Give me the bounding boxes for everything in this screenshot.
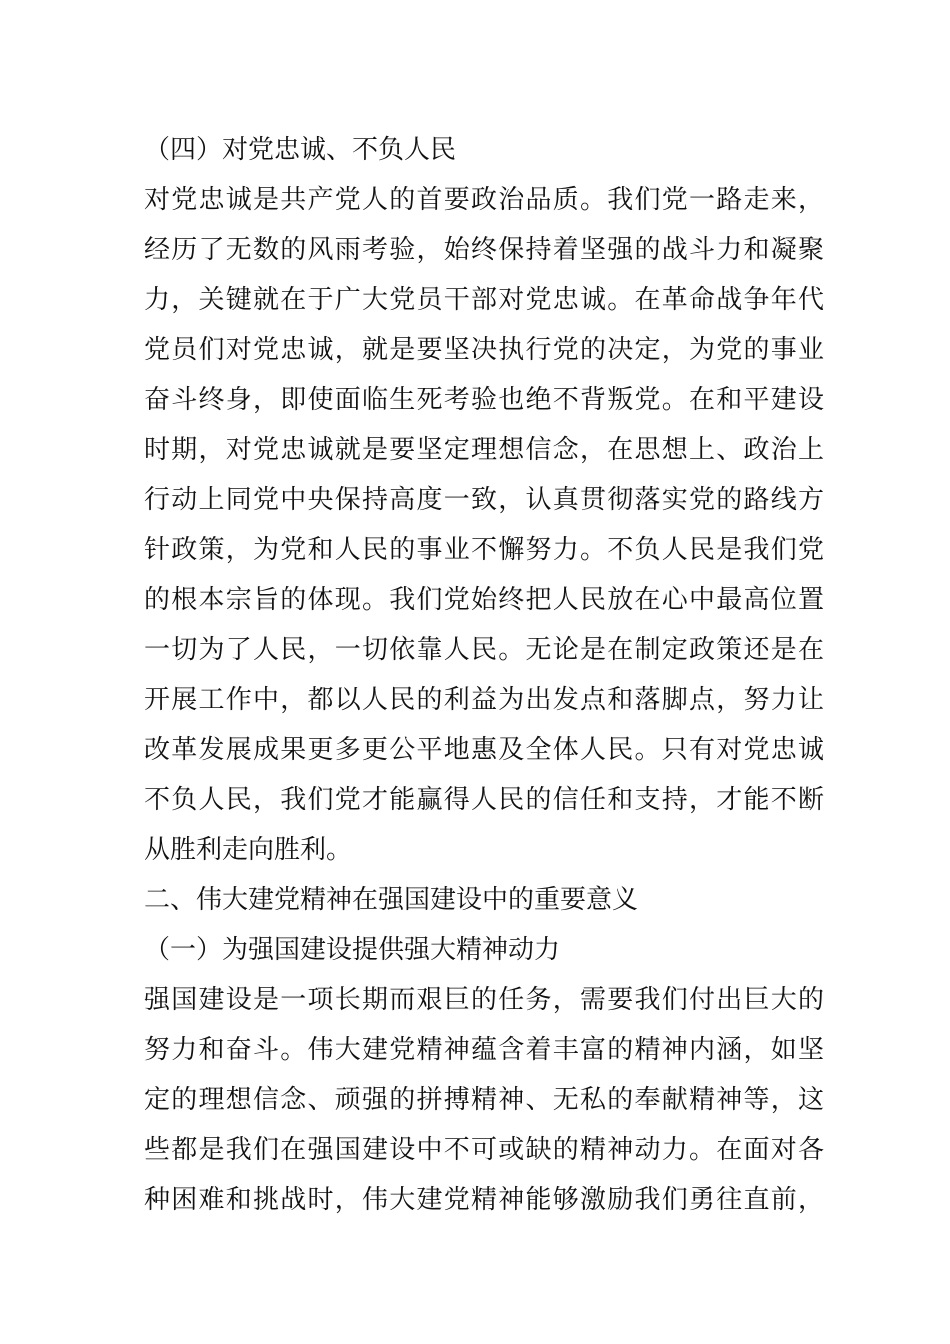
paragraph-line: 经历了无数的风雨考验，始终保持着坚强的战斗力和凝聚 bbox=[144, 235, 824, 265]
paragraph-line: 从胜利走向胜利。 bbox=[144, 835, 353, 865]
paragraph-line: 的根本宗旨的体现。我们党始终把人民放在心中最高位置 bbox=[144, 585, 824, 615]
heading-section-two: 二、伟大建党精神在强国建设中的重要意义 bbox=[144, 885, 639, 915]
paragraph-line: 不负人民，我们党才能赢得人民的信任和支持，才能不断 bbox=[144, 785, 824, 815]
paragraph-line: 改革发展成果更多更公平地惠及全体人民。只有对党忠诚 bbox=[144, 735, 824, 765]
paragraph-line: 党员们对党忠诚，就是要坚决执行党的决定，为党的事业 bbox=[144, 335, 824, 365]
paragraph-line: 力，关键就在于广大党员干部对党忠诚。在革命战争年代 bbox=[144, 285, 824, 315]
paragraph-line: 些都是我们在强国建设中不可或缺的精神动力。在面对各 bbox=[144, 1135, 824, 1165]
paragraph-line: 开展工作中，都以人民的利益为出发点和落脚点，努力让 bbox=[144, 685, 824, 715]
paragraph-line: 针政策，为党和人民的事业不懈努力。不负人民是我们党 bbox=[144, 535, 824, 565]
paragraph-line: 时期，对党忠诚就是要坚定理想信念，在思想上、政治上 bbox=[144, 435, 824, 465]
paragraph-line: 强国建设是一项长期而艰巨的任务，需要我们付出巨大的 bbox=[144, 985, 824, 1015]
paragraph-line: 行动上同党中央保持高度一致，认真贯彻落实党的路线方 bbox=[144, 485, 824, 515]
paragraph-line: 对党忠诚是共产党人的首要政治品质。我们党一路走来， bbox=[144, 185, 824, 215]
paragraph-line: 种困难和挑战时，伟大建党精神能够激励我们勇往直前， bbox=[144, 1185, 824, 1215]
heading-subsection-one: （一）为强国建设提供强大精神动力 bbox=[144, 935, 561, 965]
paragraph-line: 奋斗终身，即使面临生死考验也绝不背叛党。在和平建设 bbox=[144, 385, 824, 415]
heading-loyalty-section: （四）对党忠诚、不负人民 bbox=[144, 135, 457, 165]
paragraph-line: 努力和奋斗。伟大建党精神蕴含着丰富的精神内涵，如坚 bbox=[144, 1035, 824, 1065]
paragraph-line: 定的理想信念、顽强的拼搏精神、无私的奉献精神等，这 bbox=[144, 1085, 824, 1115]
paragraph-line: 一切为了人民，一切依靠人民。无论是在制定政策还是在 bbox=[144, 635, 824, 665]
